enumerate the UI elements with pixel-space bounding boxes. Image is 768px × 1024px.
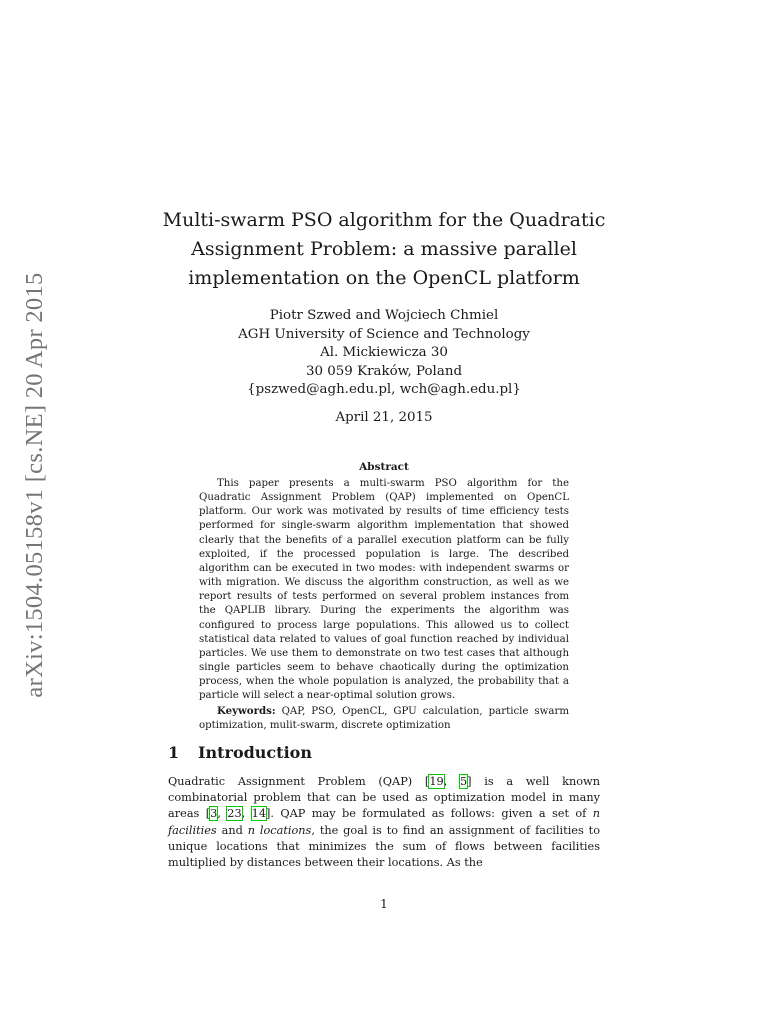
abstract-body [199, 477, 569, 733]
intro-emphasis: n locations [247, 823, 312, 837]
abstract-text: This paper presents a multi-swarm PSO algorithm for the Quadratic Assignment Problem (QAP) implemented on OpenCL platform. Our work was motivated by results of time efficiency tests performed for single-swarm algorithm implementation that showed clearly that the benefits of a parallel execution platform can be fully exploited, if the processed population is large. The described algorithm can be executed in two modes: with independent swarms or with migration. We discuss the algorithm construction, as well as we report results of tests performed on several problem instances from the QAPLIB library. During the experiments the algorithm was configured to process large populations. This allowed us to collect statistical data related to values of goal function reached by individual particles. We use them to demonstrate on two test cases that although single particles seem to behave chaotically during the optimization process, when the whole population is analyzed, the probability that a particle will select a near-optimal solution grows. [199, 478, 569, 702]
citation-link[interactable]: 14 [251, 807, 267, 821]
author-names: Piotr Szwed and Wojciech Chmiel [269, 308, 499, 323]
citation-link[interactable]: 19 [429, 775, 444, 788]
intro-text-segment: ] is a well known combinatorial problem that can be used as optimization model in many areas [ [168, 775, 600, 821]
paper-title [120, 206, 648, 293]
introduction-text [168, 774, 600, 871]
page-number: 1 [380, 897, 388, 911]
author-affiliation: AGH University of Science and Technology [238, 326, 530, 342]
intro-text-segment: , [217, 807, 228, 821]
intro-emphasis: n facilities [168, 807, 601, 837]
author-street: Al. Mickiewicza 30 [320, 345, 448, 360]
citation-link[interactable]: 23 [227, 807, 242, 821]
intro-text-segment: , the goal is to find an assignment of facilities to unique locations that minimizes the sum of flows between facilities multiplied by distances between their locations. As the [168, 823, 600, 870]
section-heading-introduction [168, 742, 312, 764]
intro-text-segment: and [216, 823, 248, 837]
title-line: Assignment Problem: a massive parallel [191, 238, 577, 260]
citation-link[interactable]: 3 [210, 807, 218, 821]
author-city: 30 059 Kraków, Poland [305, 363, 463, 379]
intro-text-segment: , [241, 807, 252, 821]
intro-text-segment: , [443, 775, 460, 788]
citation-link[interactable]: 5 [459, 775, 468, 788]
introduction-paragraph [168, 774, 600, 871]
title-line: implementation on the OpenCL platform [188, 267, 580, 289]
arxiv-identifier-text: arXiv:1504.05158v1 [cs.NE] 20 Apr 2015 [21, 272, 48, 698]
section-title: Introduction [198, 743, 312, 762]
intro-text-segment: Quadratic Assignment Problem (QAP) [ [168, 775, 430, 788]
intro-text-segment: ]. QAP may be formulated as follows: given a set of [266, 807, 593, 821]
keywords-text: QAP, PSO, OpenCL, GPU calculation, particle swarm optimization, mulit-swarm, discrete optimization [199, 705, 569, 731]
keywords-label: Keywords: [217, 704, 276, 717]
section-number: 1 [168, 743, 180, 762]
author-block [134, 307, 634, 400]
author-emails: {pszwed@agh.edu.pl, wch@agh.edu.pl} [247, 382, 521, 397]
abstract-heading: Abstract [359, 461, 409, 473]
paper-date: April 21, 2015 [335, 410, 433, 425]
title-line: Multi-swarm PSO algorithm for the Quadratic [162, 209, 606, 231]
keywords-line [199, 704, 569, 733]
